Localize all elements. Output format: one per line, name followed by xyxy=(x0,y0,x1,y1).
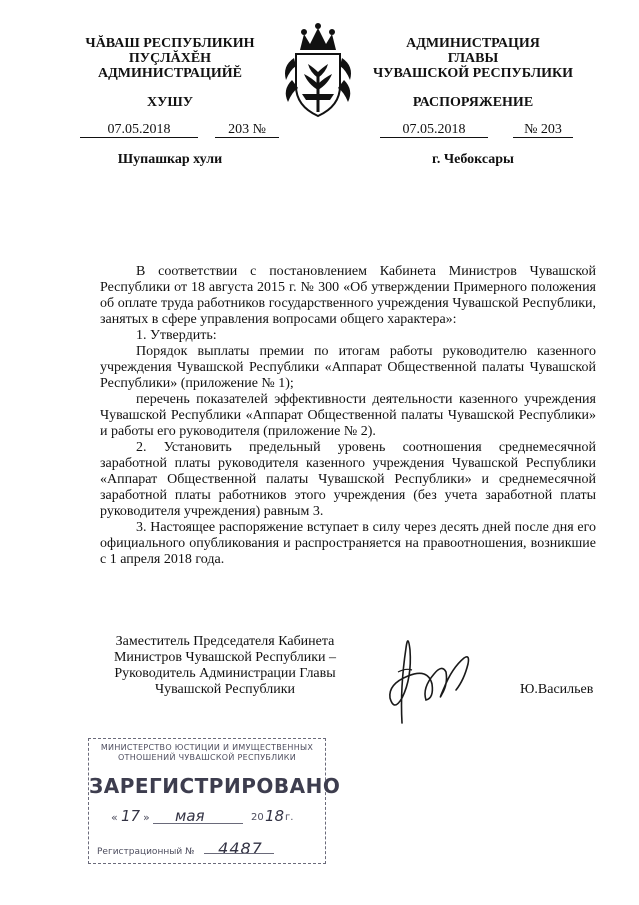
doctype-right: РАСПОРЯЖЕНИЕ xyxy=(412,95,534,110)
stamp-registration-row xyxy=(97,839,317,858)
coat-of-arms-emblem xyxy=(274,20,362,120)
document-body xyxy=(100,264,596,568)
stamp-title: ЗАРЕГИСТРИРОВАНО xyxy=(89,774,341,798)
registration-stamp xyxy=(88,738,341,864)
signatory-position-line: Руководитель Администрации Главы xyxy=(114,666,336,681)
signatory-position xyxy=(100,634,350,698)
signatory-position-line: Министров Чувашской Республики – xyxy=(113,650,337,665)
handwritten-signature xyxy=(372,628,482,728)
header-left-title xyxy=(80,36,260,81)
stamp-year: 18 xyxy=(265,807,285,825)
date-left-value: 07.05.2018 xyxy=(80,122,198,138)
date-right-value: 07.05.2018 xyxy=(380,122,488,138)
header-left-line: ЧĂВАШ РЕСПУБЛИКИН xyxy=(85,36,255,51)
body-paragraph: перечень показателей эффективности деятельности казенного учреждения Чувашской Республики «Аппарат Общественной палаты Чувашской Республики» и работы его руководителя (приложение № 2). xyxy=(100,392,596,439)
number-right-value: № 203 xyxy=(513,122,573,138)
stamp-reg-number: 4487 xyxy=(218,839,263,858)
stamp-date-row: « 17 » мая 20 18 г. xyxy=(111,807,294,825)
stamp-org-line: МИНИСТЕРСТВО ЮСТИЦИИ И ИМУЩЕСТВЕННЫХ xyxy=(100,743,314,752)
signatory-name: Ю.Васильев xyxy=(520,682,594,697)
signatory-position-line: Заместитель Председателя Кабинета xyxy=(115,634,335,649)
stamp-org-line: ОТНОШЕНИЙ ЧУВАШСКОЙ РЕСПУБЛИКИ xyxy=(117,753,297,762)
place-right: г. Чебоксары xyxy=(432,152,514,167)
number-left-value: 203 № xyxy=(215,122,279,138)
header-left-line: АДМИНИСТРАЦИЙĔ xyxy=(98,66,242,81)
signatory-position-line: Чувашской Республики xyxy=(154,682,296,697)
header-right-line: ЧУВАШСКОЙ РЕСПУБЛИКИ xyxy=(372,66,574,81)
date-right xyxy=(380,122,573,138)
body-paragraph: Порядок выплаты премии по итогам работы руководителю казенного учреждения Чувашской Республики «Аппарат Общественной палаты Чувашской Республики» (приложение № 1); xyxy=(100,344,596,391)
stamp-year-prefix: 20 xyxy=(251,812,264,823)
stamp-reg-label: Регистрационный № xyxy=(97,847,195,857)
header-right-line: ГЛАВЫ xyxy=(447,51,499,66)
body-paragraph: В соответствии с постановлением Кабинета Министров Чувашской Республики от 18 августа 2015 г. № 300 «Об утверждении Примерного положения об оплате труда работников государственного учреждения Чувашской Республики, занятых в сфере управления вопросами общего характера»: xyxy=(100,264,596,327)
header-left-line: ПУÇЛĂХĔН xyxy=(128,51,212,66)
body-paragraph: 3. Настоящее распоряжение вступает в силу через десять дней после дня его официального опубликования и распространяется на правоотношения, возникшие с 1 апреля 2018 года. xyxy=(100,520,596,567)
header-right-title xyxy=(368,36,578,81)
header-right-line: АДМИНИСТРАЦИЯ xyxy=(406,36,540,51)
stamp-organization xyxy=(89,743,325,763)
date-left xyxy=(80,122,279,138)
doctype-left: ХУШУ xyxy=(146,95,194,110)
place-left: Шупашкар хули xyxy=(117,152,223,167)
stamp-day: 17 xyxy=(121,807,141,825)
body-paragraph: 1. Утвердить: xyxy=(136,328,217,343)
body-paragraph: 2. Установить предельный уровень соотношения среднемесячной заработной платы руководителя казенного учреждения Чувашской Республики «Аппарат Общественной палаты Чувашской Республики» и среднемесячной заработной платы работников этого учреждения (без учета заработной платы руководителя учреждения) равным 3. xyxy=(100,440,596,519)
stamp-month: мая xyxy=(175,807,205,825)
